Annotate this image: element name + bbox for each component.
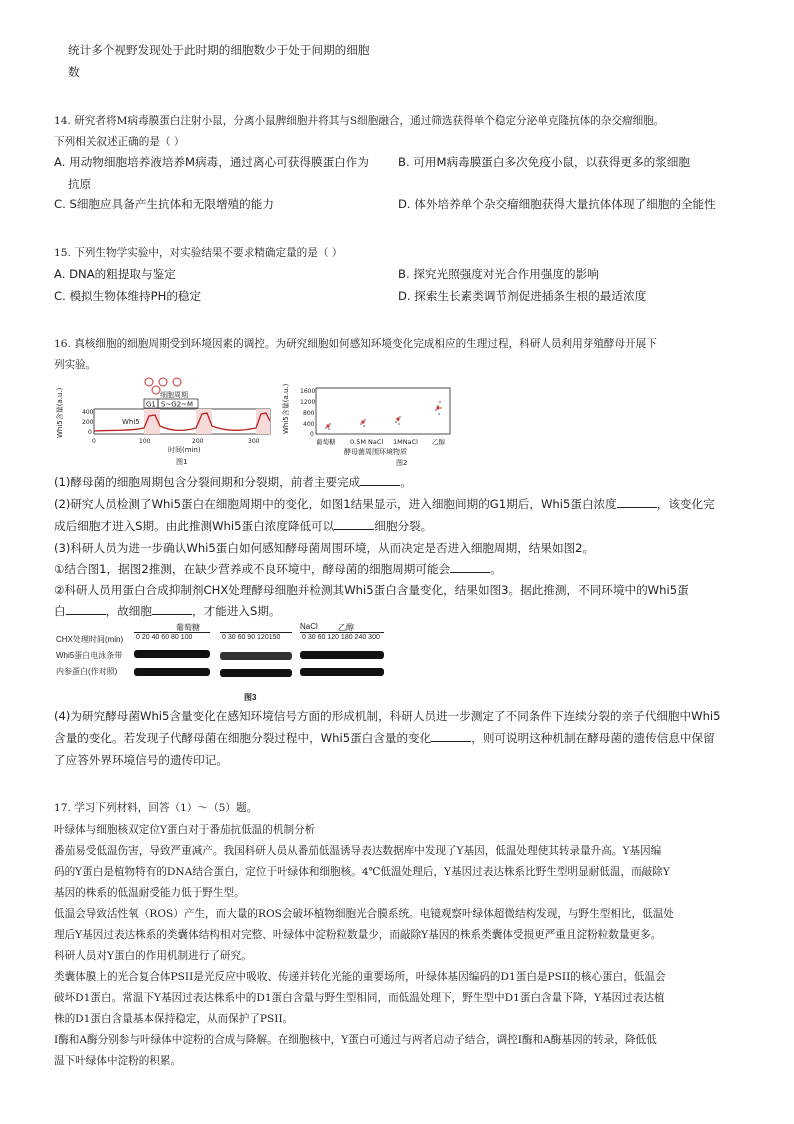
q16-part4: (4)为研究酵母菌Whi5含量变化在感知环境信号方面的形成机制，科研人员进一步测定了不同条件下连续分裂的亲子代细胞中Whi5 xyxy=(54,709,721,723)
fig2-ytick: 0 xyxy=(310,431,314,438)
fig2-category: 1MNaCl xyxy=(393,438,418,446)
q17-stem: 17. 学习下列材料，回答（1）～（5）题。 xyxy=(54,802,258,814)
fig3-group-label: 葡萄糖 xyxy=(176,623,200,632)
fig2-category: 0.5M NaCl xyxy=(350,438,384,446)
fig1-xtick: 300 xyxy=(248,438,260,445)
fig3-row-label: CHX处理时间(min) xyxy=(56,635,124,644)
fig1-ylabel: Whi5含量(a.u.) xyxy=(56,387,64,438)
q17-line: 码的Y蛋白是植物特有的DNA结合蛋白，定位于叶绿体和细胞核。4℃低温处理后，Y基因过表达株系比野生型明显耐低温，而敲除Y xyxy=(54,866,670,878)
q17-title: 叶绿体与细胞核双定位Y蛋白对于番茄抗低温的机制分析 xyxy=(54,824,316,836)
q17-line: 科研人员对Y蛋白的作用机制进行了研究。 xyxy=(54,950,252,962)
q14-option-a: 抗原 xyxy=(68,177,92,191)
answer-blank[interactable] xyxy=(360,475,400,486)
text-line: 数 xyxy=(68,65,80,79)
figure-1 xyxy=(52,376,278,466)
answer-blank[interactable] xyxy=(431,731,471,742)
q17-line: 株的D1蛋白含量基本保持稳定，从而保护了PSII。 xyxy=(54,1013,294,1025)
fig2-category: 乙醇 xyxy=(432,438,445,446)
fig1-header: 细胞周期 xyxy=(160,391,188,399)
q17-line: 番茄易受低温伤害，导致严重减产。我国科研人员从番茄低温诱导表达数据库中发现了Y基因，低温处理使其转录量升高。Y基因编 xyxy=(54,845,662,857)
fig3-group-label: NaCl xyxy=(300,622,318,631)
fig2-xlabel: 酵母菌周围环境物质 xyxy=(344,448,407,456)
q16-part1: (1)酵母菌的细胞周期包含分裂间期和分裂期，前者主要完成 。 xyxy=(54,475,412,489)
cell-icon xyxy=(152,386,160,394)
q17-line: 类囊体膜上的光合复合体PSII是光反应中吸收、传递并转化光能的重要场所，叶绿体基因编码的D1蛋白是PSII的核心蛋白，低温会 xyxy=(54,971,666,983)
answer-blank[interactable] xyxy=(617,497,657,508)
whi5-band-ethanol xyxy=(300,651,384,659)
q14-stem: 14. 研究者将M病毒膜蛋白注射小鼠，分离小鼠脾细胞并将其与S细胞融合，通过筛选获得单个稳定分泌单克隆抗体的杂交瘤细胞。 xyxy=(54,115,665,127)
fig2-caption: 图2 xyxy=(396,459,408,467)
fig3-caption: 图3 xyxy=(244,693,257,702)
fig1-phase-sg2m: S~G2~M xyxy=(161,400,194,409)
answer-blank[interactable] xyxy=(450,562,490,573)
fig3-times: 0 30 60 120 180 240 300 xyxy=(302,634,380,641)
q17-line: 低温会导致活性氧（ROS）产生，而大量的ROS会破坏植物细胞光合膜系统。电镜观察叶绿体超微结构发现，与野生型相比，低温处 xyxy=(54,908,674,920)
fig2-category: 葡萄糖 xyxy=(316,438,336,446)
text-line: 统计多个视野发现处于此时期的细胞数少于处于间期的细胞 xyxy=(68,43,370,57)
q14-option-a: A. 用动物细胞培养液培养M病毒，通过离心可获得膜蛋白作为 xyxy=(54,155,369,169)
q16-stem: 列实验。 xyxy=(54,359,97,371)
figure-2 xyxy=(280,384,460,468)
q16-part4: 含量的变化。若发现子代酵母菌在细胞分裂过程中，Whi5蛋白含量的变化 ，则可说明这种机制在酵母菌的遗传信息中保留 xyxy=(54,731,715,745)
q16-part3b: ②科研人员用蛋白合成抑制剂CHX处理酵母细胞并检测其Whi5蛋白含量变化，结果如图3。据此推测，不同环境中的Whi5蛋 xyxy=(54,583,689,597)
q15-option-b: B. 探究光照强度对光合作用强度的影响 xyxy=(398,267,599,281)
fig3-times: 0 30 60 90 120150 xyxy=(222,634,281,641)
fig1-xlabel: 时间(min) xyxy=(168,446,201,454)
whi5-band-glucose xyxy=(134,650,210,658)
q17-line: 理后Y基因过表达株系的类囊体结构相对完整、叶绿体中淀粉粒数量少，而敲除Y基因的株系类囊体受损更严重且淀粉粒数量更多。 xyxy=(54,929,662,941)
q14-stem: 下列相关叙述正确的是（ ） xyxy=(54,136,185,148)
q17-line: I酶和A酶分别参与叶绿体中淀粉的合成与降解。在细胞核中，Y蛋白可通过与两者启动子结合，调控I酶和A酶基因的转录，降低低 xyxy=(54,1034,657,1046)
fig2-ytick: 1600 xyxy=(300,388,316,395)
fig3-group-label: 乙醇 xyxy=(338,623,354,632)
fig1-caption: 图1 xyxy=(176,458,188,466)
fig1-ytick: 200 xyxy=(82,419,94,426)
fig2-ylabel: Whi5含量(a.u.) xyxy=(282,384,290,434)
fig1-phase-g1: G1 xyxy=(146,400,156,409)
cell-icon xyxy=(145,378,153,386)
fig1-ytick: 400 xyxy=(82,409,94,416)
q16-part3: (3)科研人员为进一步确认Whi5蛋白如何感知酵母菌周围环境，从而决定是否进入细胞周期，结果如图2。 xyxy=(54,541,595,555)
fig1-ytick: 0 xyxy=(88,429,92,436)
q16-part3a: ①结合图1，据图2推测，在缺少营养或不良环境中，酵母菌的细胞周期可能会 。 xyxy=(54,562,502,576)
q16-part2: 成后细胞才进入S期。由此推测Whi5蛋白浓度降低可以 细胞分裂。 xyxy=(54,519,433,533)
fig3-times: 0 20 40 60 80 100 xyxy=(136,634,193,641)
q15-option-c: C. 模拟生物体维持PH的稳定 xyxy=(54,289,202,303)
answer-blank[interactable] xyxy=(334,519,374,530)
answer-blank[interactable] xyxy=(66,604,106,615)
q14-option-c: C. S细胞应具备产生抗体和无限增殖的能力 xyxy=(54,197,274,211)
q14-option-b: B. 可用M病毒膜蛋白多次免疫小鼠，以获得更多的浆细胞 xyxy=(398,155,690,169)
figure-3 xyxy=(56,622,388,706)
fig1-xtick: 200 xyxy=(192,438,204,445)
cell-icon xyxy=(159,378,167,386)
q16-part3b: 白 ，故细胞 ，才能进入S期。 xyxy=(54,604,281,618)
answer-blank[interactable] xyxy=(152,604,192,615)
fig3-row-label: Whi5蛋白电泳条带 xyxy=(56,651,123,660)
control-band-nacl xyxy=(220,669,292,677)
q15-option-a: A. DNA的粗提取与鉴定 xyxy=(54,267,176,281)
q16-part2: (2)研究人员检测了Whi5蛋白在细胞周期中的变化，如图1结果显示，进入细胞间期的G1期后，Whi5蛋白浓度 ，该变化完 xyxy=(54,497,715,511)
q16-part4: 了应答外界环境信号的遗传印记。 xyxy=(54,753,228,767)
control-band-ethanol xyxy=(300,668,384,676)
cell-icon xyxy=(173,378,181,386)
whi5-band-nacl xyxy=(220,652,292,660)
fig2-ytick: 400 xyxy=(303,421,315,428)
fig2-ytick: 800 xyxy=(303,410,315,417)
fig1-xtick: 100 xyxy=(139,438,151,445)
fig3-row-label: 内参蛋白(作对照) xyxy=(56,667,118,676)
q15-option-d: D. 探索生长素类调节剂促进插条生根的最适浓度 xyxy=(398,289,647,303)
control-band-glucose xyxy=(134,668,210,676)
fig2-ytick: 1200 xyxy=(300,399,316,406)
q17-line: 基因的株系的低温耐受能力低于野生型。 xyxy=(54,887,245,899)
q17-line: 破坏D1蛋白。常温下Y基因过表达株系中的D1蛋白含量与野生型相同，而低温处理下，野生型中D1蛋白含量下降，Y基因过表达植 xyxy=(54,992,665,1004)
q16-stem: 16. 真核细胞的细胞周期受到环境因素的调控。为研究细胞如何感知环境变化完成相应的生理过程，科研人员利用芽殖酵母开展下 xyxy=(54,338,657,350)
fig1-xtick: 0 xyxy=(92,438,96,445)
q15-stem: 15. 下列生物学实验中，对实验结果不要求精确定量的是（ ） xyxy=(54,247,343,259)
fig1-trace-label: Whi5 xyxy=(122,418,140,426)
q14-option-d: D. 体外培养单个杂交瘤细胞获得大量抗体体现了细胞的全能性 xyxy=(398,197,716,211)
q17-line: 温下叶绿体中淀粉的积累。 xyxy=(54,1055,182,1067)
